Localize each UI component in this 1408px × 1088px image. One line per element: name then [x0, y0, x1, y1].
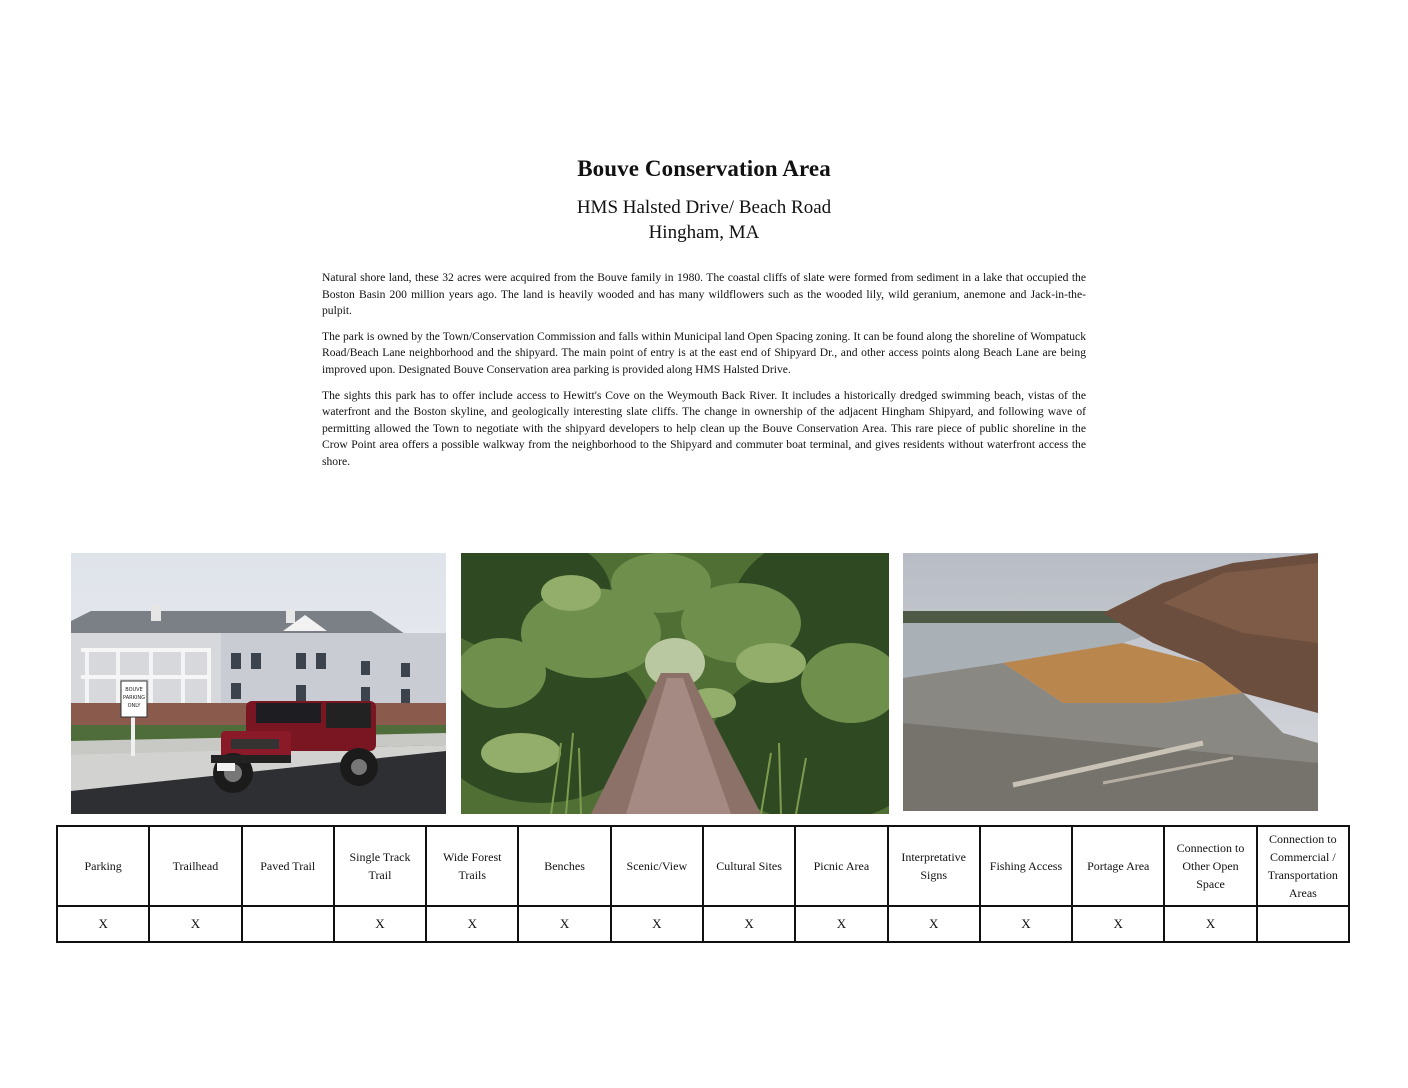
header-cultural-sites: Cultural Sites: [703, 826, 795, 906]
header-wide-forest-trails: Wide Forest Trails: [426, 826, 518, 906]
paragraph-sights: The sights this park has to offer include access to Hewitt's Cove on the Weymouth Back River. It includes a historically dredged swimming beach, vistas of the waterfront and the Boston skyline, and geologically interesting slate cliffs. The change in ownership of the adjacent Hingham Shipyard, and following wave of permitting allowed the Town to negotiate with the shipyard developers to help clean up the Bouve Conservation Area. This rare piece of public shoreline in the Crow Point area offers a possible walkway from the neighborhood to the Shipyard and commuter boat terminal, and gives residents without waterfront access the shore.: [322, 388, 1086, 468]
header-trailhead: Trailhead: [149, 826, 241, 906]
amenities-table: [56, 825, 1350, 943]
value-trailhead: X: [149, 906, 241, 942]
city-line: Hingham, MA: [648, 222, 760, 243]
sign-line-2: PARKING: [123, 695, 145, 701]
value-connection-commercial: [1257, 906, 1349, 942]
paragraph-history: Natural shore land, these 32 acres were acquired from the Bouve family in 1980. The coastal cliffs of slate were formed from sediment in a lake that occupied the Boston Basin 200 million years ago. The land is heavily wooded and has many wildflowers such as the wooded lily, wild geranium, anemone and Jack-in-the-pulpit.: [322, 271, 1086, 318]
sign-line-3: ONLY: [127, 703, 141, 709]
header-connection-commercial: Connection to Commercial / Transportation Areas: [1257, 826, 1349, 906]
value-wide-forest-trails: X: [426, 906, 518, 942]
photo-parking-building: [71, 553, 446, 814]
header-interpretative-signs: Interpretative Signs: [888, 826, 980, 906]
value-picnic-area: X: [795, 906, 887, 942]
value-scenic-view: X: [611, 906, 703, 942]
header-scenic-view: Scenic/View: [611, 826, 703, 906]
value-interpretative-signs: X: [888, 906, 980, 942]
address-line: HMS Halsted Drive/ Beach Road: [576, 197, 832, 218]
description: [322, 270, 1086, 480]
header-portage-area: Portage Area: [1072, 826, 1164, 906]
value-portage-area: X: [1072, 906, 1164, 942]
photo-forest-trail: [461, 553, 889, 814]
amenities-header-row: [57, 826, 1349, 906]
value-benches: X: [518, 906, 610, 942]
value-cultural-sites: X: [703, 906, 795, 942]
sign-line-1: BOUVE: [125, 687, 143, 693]
value-paved-trail: [242, 906, 334, 942]
header-parking: Parking: [57, 826, 149, 906]
value-parking: X: [57, 906, 149, 942]
paragraph-ownership: The park is owned by the Town/Conservation Commission and falls within Municipal land Open Spacing zoning. It can be found along the shoreline of Wompatuck Road/Beach Lane neighborhood and the shipyard. The main point of entry is at the east end of Shipyard Dr., and other access points along Beach Lane are being improved upon. Designated Bouve Conservation area parking is provided along HMS Halsted Drive.: [322, 329, 1086, 376]
header-benches: Benches: [518, 826, 610, 906]
header-connection-open-space: Connection to Other Open Space: [1164, 826, 1256, 906]
header-picnic-area: Picnic Area: [795, 826, 887, 906]
page-title: Bouve Conservation Area: [577, 156, 831, 181]
amenities-value-row: [57, 906, 1349, 942]
photo-shoreline: [903, 553, 1318, 811]
value-connection-open-space: X: [1164, 906, 1256, 942]
header-fishing-access: Fishing Access: [980, 826, 1072, 906]
header-paved-trail: Paved Trail: [242, 826, 334, 906]
value-fishing-access: X: [980, 906, 1072, 942]
header-single-track-trail: Single Track Trail: [334, 826, 426, 906]
value-single-track-trail: X: [334, 906, 426, 942]
